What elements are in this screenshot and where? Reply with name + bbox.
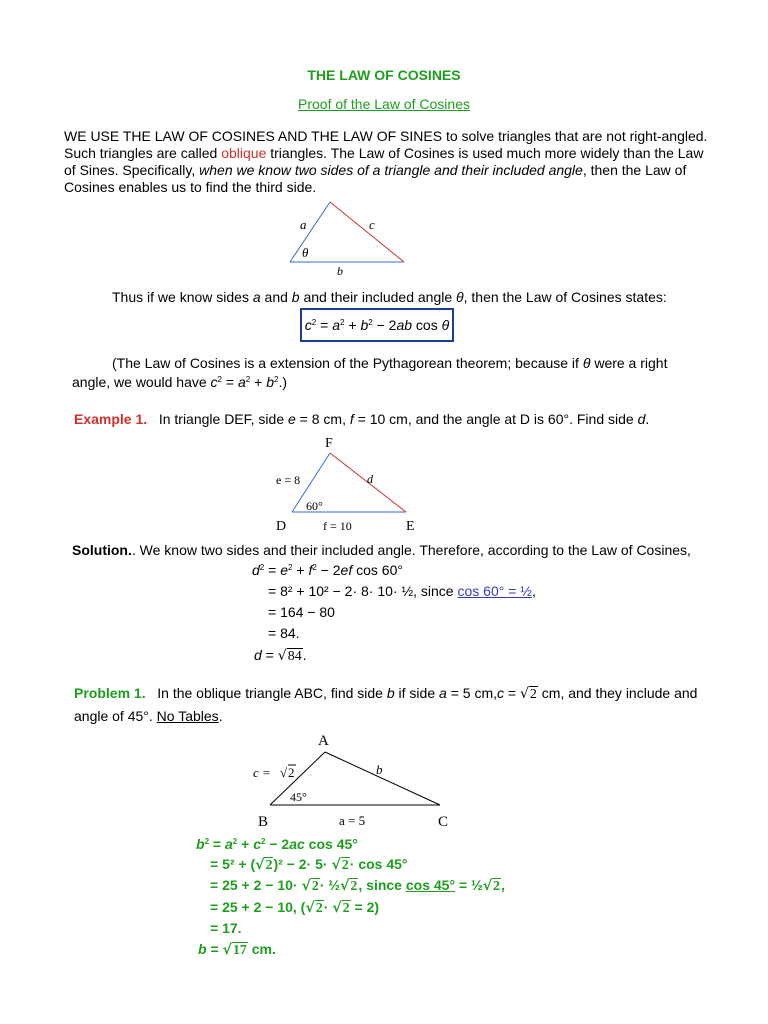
intro-text: , then the Law of Cosines enables us to find the third side. [64, 162, 687, 195]
intro-text: to solve triangles that are not right-angled. [442, 128, 708, 144]
answer-line-5: = 17. [210, 920, 242, 936]
triangle1-side-a [290, 202, 330, 262]
vertex-D-label: D [276, 519, 287, 534]
no-tables-link[interactable]: No Tables [156, 708, 219, 724]
triangle-diagram-def [270, 432, 430, 536]
example1-statement: Example 1. In triangle DEF, side e = 8 cm, f = 10 cm, and the angle at D is 60°. Find side d. [74, 411, 650, 427]
proof-link[interactable]: Proof of the Law of Cosines [298, 96, 470, 112]
solution-line-2: = 8² + 10² − 2· 8· 10· ½, since cos 60° = ½, [268, 583, 536, 599]
oblique-term: oblique [221, 145, 267, 161]
pythagorean-note-line1: (The Law of Cosines is a extension of the Pythagorean theorem; because if θ were a right [112, 355, 668, 371]
statement-text: Thus if we know sides [112, 289, 253, 305]
triangle3-b-label: b [376, 762, 383, 777]
solution-line-1: $d^2 = e^2 + f^2 - 2ef$ cos 60° [252, 562, 403, 578]
answer-line-2: = 5² + (√2)² − 2· 5· √2· cos 45° [210, 856, 408, 873]
vertex-B-label: B [258, 814, 269, 830]
triangle2-e-label: e = 8 [276, 473, 301, 487]
sqrt-84: √84 [277, 648, 302, 664]
triangle3-sqrt-sign: √ [280, 765, 288, 780]
statement-var: θ [456, 289, 464, 305]
answer-line-1: $b^2 = a^2 + c^2 - 2ac$ cos 45° [196, 836, 358, 852]
proof-link-row [0, 96, 768, 113]
intro-text: triangles. The Law of Cosines is used much more widely than the Law of Sines. Specifically, [64, 145, 704, 178]
cos60-link[interactable]: cos 60° = ½ [457, 583, 532, 599]
statement-text: and their included angle [299, 289, 457, 305]
formula-box [300, 308, 454, 342]
example1-label: Example 1. [74, 411, 148, 427]
solution-line-3: = 164 − 80 [268, 604, 335, 620]
law-statement [112, 289, 667, 306]
page-title: THE LAW OF COSINES [307, 67, 461, 83]
sqrt-2: √2 [519, 686, 537, 702]
triangle3-sqrt-2: 2 [288, 765, 295, 780]
solution-intro: Solution.. We know two sides and their included angle. Therefore, according to the Law of Cosines, [72, 542, 691, 558]
triangle1-label-b: b [337, 264, 343, 278]
triangle1-label-theta: θ [302, 245, 309, 260]
triangle2-d-label: d [367, 472, 373, 486]
solution-line-5: d = √84. [254, 647, 307, 664]
statement-text: , then the Law of Cosines states: [463, 289, 667, 305]
statement-text: and [260, 289, 292, 305]
problem1-line-2: angle of 45°. No Tables. [74, 708, 223, 724]
answer-line-3: = 25 + 2 − 10· √2· ½√2, since cos 45° = ½√2, [210, 877, 505, 894]
triangle1-side-c [330, 202, 404, 262]
vertex-A-label: A [318, 733, 329, 749]
vertex-C-label: C [438, 814, 449, 830]
triangle3-angle-label: 45° [290, 790, 307, 804]
answer-line-4: = 25 + 2 − 10, (√2· √2 = 2) [210, 899, 380, 916]
triangle3-a-label: a = 5 [339, 813, 366, 828]
triangle1-label-c: c [369, 217, 375, 232]
triangle-diagram-abc [250, 728, 462, 832]
statement-var: a [252, 289, 261, 305]
triangle3-c-label: c = [253, 765, 271, 780]
solution-label: Solution. [72, 542, 132, 558]
intro-text: Such triangles are called [64, 145, 222, 161]
solution-line-4: = 84. [268, 625, 300, 641]
vertex-E-label: E [406, 519, 415, 534]
cos45-link[interactable]: cos 45° [405, 877, 456, 893]
vertex-F-label: F [325, 436, 333, 451]
intro-emphasis: when we know two sides of a triangle and their included angle [199, 162, 583, 178]
pythagorean-note-line2: angle, we would have $c^2 = a^2 + b^2$.) [72, 374, 287, 390]
intro-paragraph [64, 128, 714, 196]
intro-caps: WE USE THE LAW OF COSINES AND THE LAW OF SINES [64, 128, 443, 144]
statement-var: b [291, 289, 300, 305]
problem1-line-1: Problem 1. In the oblique triangle ABC, find side b if side a = 5 cm,c = √2 cm, and they include and [74, 685, 698, 702]
sqrt-17: √17 [222, 942, 247, 958]
triangle2-angle-label: 60° [306, 499, 323, 513]
triangle3-side-b [325, 752, 440, 805]
triangle1-label-a: a [300, 217, 307, 232]
triangle-diagram-1 [280, 196, 420, 280]
answer-line-6: b = √17 cm. [198, 941, 276, 958]
problem1-label: Problem 1. [74, 685, 146, 701]
triangle2-f-label: f = 10 [323, 519, 352, 533]
law-of-cosines-formula: $c^2 = a^2 + b^2 - 2ab$ cos θ [304, 317, 450, 333]
